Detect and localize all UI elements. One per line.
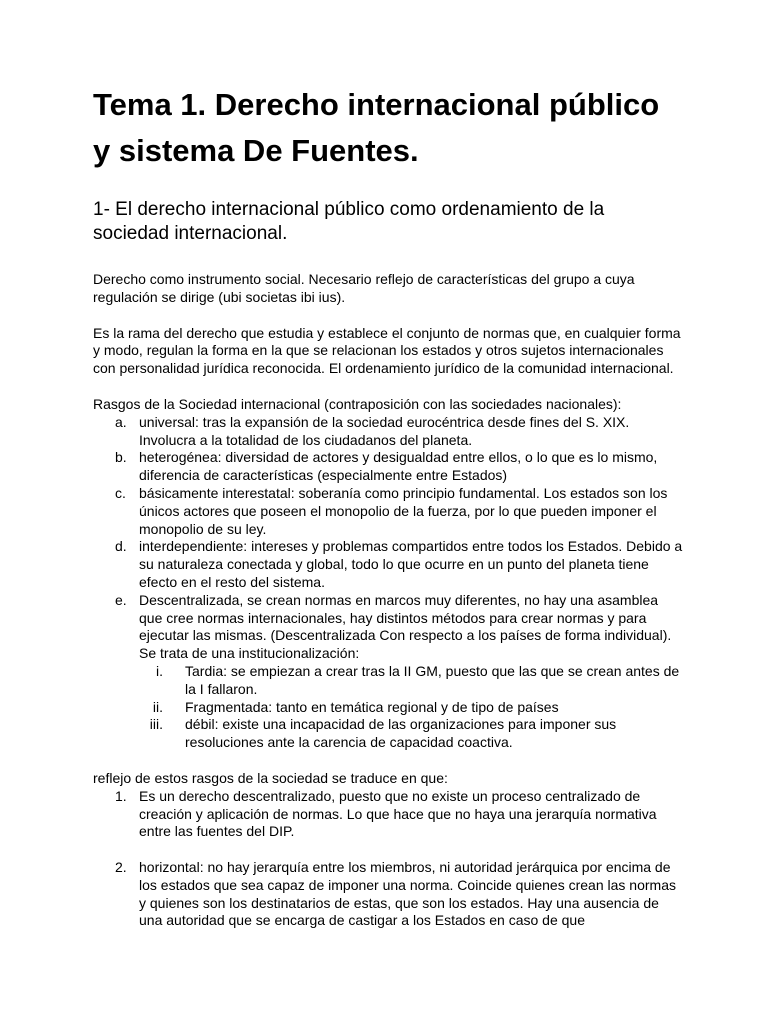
paragraph-definition: Es la rama del derecho que estudia y establece el conjunto de normas que, en cualquier forma y modo, regulan la forma en la que se relacionan los estados y otros sujetos internacionales con personalidad jurídica reconocida. El ordenamiento jurídico de la comunidad internacional. [93, 324, 681, 377]
paragraph-reflection-intro: reflejo de estos rasgos de la sociedad se traduce en que: [93, 769, 448, 786]
paragraph-features-intro: Rasgos de la Sociedad internacional (contraposición con las sociedades nacionales): [93, 395, 622, 412]
list-item [93, 485, 683, 538]
list-item-text: heterogénea: diversidad de actores y desigualdad entre ellos, o lo que es lo mismo, diferencia de características (especialmente entre Estados) [139, 449, 658, 484]
institutionalization-list [139, 663, 683, 752]
list-item [93, 592, 683, 752]
list-marker: 1. [115, 787, 127, 804]
list-item [93, 788, 683, 841]
list-item [93, 538, 683, 591]
document-body [93, 82, 683, 930]
consequences-list [93, 788, 683, 930]
list-item-text: interdependiente: intereses y problemas compartidos entre todos los Estados. Debido a su naturaleza conectada y global, todo lo que ocurre en un punto del planeta tiene efecto en el resto del sistema. [139, 538, 683, 590]
paragraph-intro: Derecho como instrumento social. Necesario reflejo de características del grupo a cuya regulación se dirige (ubi societas ibi ius). [93, 271, 635, 305]
list-marker: iii. [149, 716, 163, 733]
features-list [93, 414, 683, 752]
list-marker: a. [115, 413, 127, 430]
list-marker: ii. [152, 698, 163, 715]
list-item-text: débil: existe una incapacidad de las organizaciones para imponer sus resoluciones ante la carencia de capacidad coactiva. [185, 716, 617, 751]
list-marker: c. [115, 484, 126, 501]
list-item [139, 716, 683, 752]
list-marker: 2. [115, 858, 127, 875]
list-marker: i. [156, 662, 163, 679]
list-marker: e. [115, 591, 127, 608]
section-heading: 1- El derecho internacional público como ordenamiento de la sociedad internacional. [93, 199, 605, 244]
list-item [93, 414, 683, 450]
list-item [93, 859, 683, 930]
list-item [139, 663, 683, 699]
list-item-text: Es un derecho descentralizado, puesto que no existe un proceso centralizado de creación y aplicación de normas. Lo que hace que no haya una jerarquía normativa entre las fuentes del DIP. [139, 787, 657, 840]
list-item-text: horizontal: no hay jerarquía entre los miembros, ni autoridad jerárquica por encima de los estados que sea capaz de imponer una norma. Coincide quienes crean las normas y quienes son los destinatarios de estas, que son los estados. Hay una ausencia de una autoridad que se encarga de castigar a los Estados en caso de que [139, 858, 676, 929]
list-item [93, 449, 683, 485]
document-title: Tema 1. Derecho internacional público y sistema De Fuentes. [93, 87, 660, 168]
list-item-text: universal: tras la expansión de la sociedad eurocéntrica desde fines del S. XIX. Involucra a la totalidad de los ciudadanos del planeta. [139, 413, 630, 448]
list-item-text: Fragmentada: tanto en temática regional y de tipo de países [185, 698, 559, 715]
list-item-text: Tardia: se empiezan a crear tras la II GM, puesto que las que se crean antes de la I fallaron. [185, 662, 680, 697]
list-item-text: básicamente interestatal: soberanía como principio fundamental. Los estados son los únicos actores que poseen el monopolio de la fuerza, por lo que pueden imponer el monopolio de su ley. [139, 484, 668, 537]
list-marker: b. [115, 449, 127, 466]
list-marker: d. [115, 538, 127, 555]
list-item [139, 699, 683, 717]
list-item-text: Descentralizada, se crean normas en marcos muy diferentes, no hay una asamblea que cree normas internacionales, hay distintos métodos para crear normas y para ejecutar las mismas. (Descentralizada Con respecto a los países de forma individual). Se trata de una institucionalización: [139, 591, 672, 662]
